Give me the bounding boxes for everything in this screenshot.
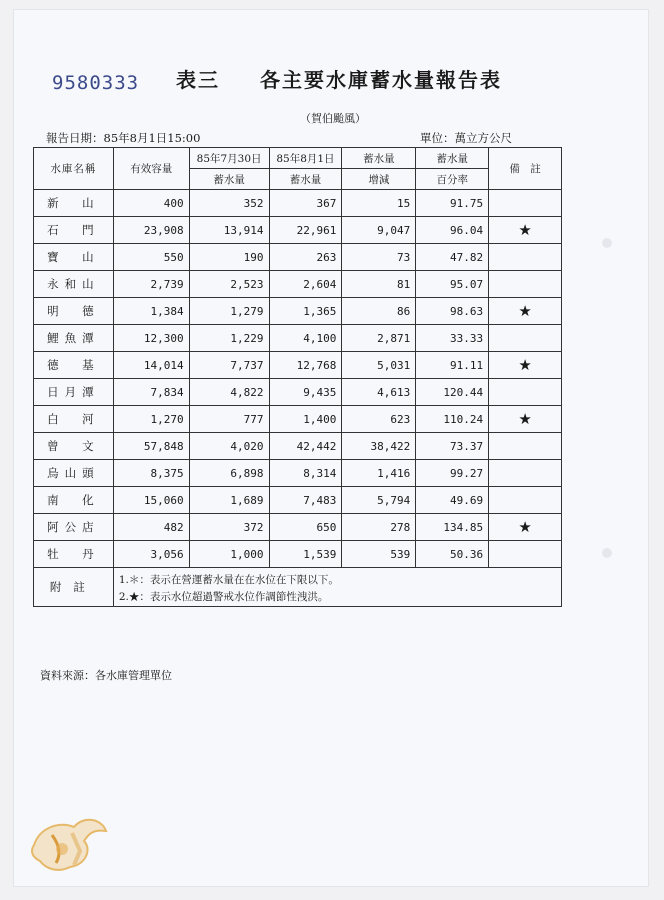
- change-cell: 73: [342, 244, 416, 271]
- percent-cell: 73.37: [416, 433, 489, 460]
- change-cell: 5,031: [342, 352, 416, 379]
- remark-cell: [489, 541, 562, 568]
- report-date: 報告日期：85年8月1日15:00: [46, 131, 201, 145]
- notes-cell: [113, 568, 561, 607]
- percent-cell: 95.07: [416, 271, 489, 298]
- change-cell: 9,047: [342, 217, 416, 244]
- reservoir-name: 日月潭: [34, 379, 114, 406]
- percent-cell: 50.36: [416, 541, 489, 568]
- aug1-storage-cell: 12,768: [269, 352, 342, 379]
- aug1-storage-cell: 2,604: [269, 271, 342, 298]
- change-cell: 4,613: [342, 379, 416, 406]
- header-date-b: 85年8月1日: [269, 148, 342, 169]
- header-percent-2: 百分率: [416, 169, 489, 190]
- jul30-storage-cell: 7,737: [189, 352, 269, 379]
- subtitle: （賀伯颱風）: [300, 112, 366, 125]
- percent-cell: 49.69: [416, 487, 489, 514]
- capacity-cell: 7,834: [113, 379, 189, 406]
- capacity-cell: 400: [113, 190, 189, 217]
- header-name: 水庫名稱: [34, 148, 114, 190]
- capacity-cell: 1,384: [113, 298, 189, 325]
- table-row: [34, 298, 562, 325]
- jul30-storage-cell: 4,020: [189, 433, 269, 460]
- remark-cell: ★: [489, 217, 562, 244]
- change-cell: 1,416: [342, 460, 416, 487]
- remark-cell: ★: [489, 352, 562, 379]
- remark-cell: ★: [489, 406, 562, 433]
- percent-cell: 120.44: [416, 379, 489, 406]
- punch-hole: [602, 548, 612, 558]
- reservoir-table: [33, 147, 562, 607]
- data-source: 資料來源：各水庫管理單位: [40, 669, 172, 682]
- table-row: [34, 541, 562, 568]
- percent-cell: 47.82: [416, 244, 489, 271]
- document-number: 9580333: [52, 72, 140, 94]
- table-row: [34, 514, 562, 541]
- page-title: [176, 64, 502, 93]
- percent-cell: 99.27: [416, 460, 489, 487]
- reservoir-name: 烏山頭: [34, 460, 114, 487]
- reservoir-name: 阿公店: [34, 514, 114, 541]
- remark-cell: [489, 244, 562, 271]
- jul30-storage-cell: 352: [189, 190, 269, 217]
- header-storage-a: 蓄水量: [189, 169, 269, 190]
- reservoir-name: 石 門: [34, 217, 114, 244]
- aug1-storage-cell: 4,100: [269, 325, 342, 352]
- reservoir-name: 牡 丹: [34, 541, 114, 568]
- aug1-storage-cell: 367: [269, 190, 342, 217]
- capacity-cell: 8,375: [113, 460, 189, 487]
- note-1: 1.＊：表示在營運蓄水量在在水位在下限以下。: [118, 574, 339, 586]
- title-prefix: 表三: [176, 68, 220, 92]
- header-change-2: 增減: [342, 169, 416, 190]
- title-text: 各主要水庫蓄水量報告表: [260, 68, 502, 92]
- reservoir-name: 新 山: [34, 190, 114, 217]
- header-date-a: 85年7月30日: [189, 148, 269, 169]
- jul30-storage-cell: 6,898: [189, 460, 269, 487]
- reservoir-name: 寶 山: [34, 244, 114, 271]
- note-2: 2.★：表示水位超過警戒水位作調節性洩洪。: [118, 591, 329, 603]
- remark-cell: ★: [489, 514, 562, 541]
- aug1-storage-cell: 9,435: [269, 379, 342, 406]
- remark-cell: [489, 325, 562, 352]
- change-cell: 5,794: [342, 487, 416, 514]
- reservoir-name: 鯉魚潭: [34, 325, 114, 352]
- table-row: [34, 433, 562, 460]
- capacity-cell: 2,739: [113, 271, 189, 298]
- header-percent-1: 蓄水量: [416, 148, 489, 169]
- table-row: [34, 487, 562, 514]
- change-cell: 2,871: [342, 325, 416, 352]
- aug1-storage-cell: 1,400: [269, 406, 342, 433]
- remark-cell: [489, 460, 562, 487]
- table-row: [34, 352, 562, 379]
- remark-cell: [489, 271, 562, 298]
- change-cell: 15: [342, 190, 416, 217]
- unit-label: 單位：萬立方公尺: [420, 131, 512, 145]
- table-row: [34, 217, 562, 244]
- capacity-cell: 12,300: [113, 325, 189, 352]
- change-cell: 278: [342, 514, 416, 541]
- reservoir-name: 德 基: [34, 352, 114, 379]
- punch-hole: [602, 238, 612, 248]
- table-row: [34, 379, 562, 406]
- capacity-cell: 14,014: [113, 352, 189, 379]
- jul30-storage-cell: 372: [189, 514, 269, 541]
- aug1-storage-cell: 1,365: [269, 298, 342, 325]
- change-cell: 86: [342, 298, 416, 325]
- table-row: [34, 325, 562, 352]
- capacity-cell: 550: [113, 244, 189, 271]
- table-row: [34, 271, 562, 298]
- percent-cell: 98.63: [416, 298, 489, 325]
- remark-cell: ★: [489, 298, 562, 325]
- capacity-cell: 23,908: [113, 217, 189, 244]
- capacity-cell: 1,270: [113, 406, 189, 433]
- header-change-1: 蓄水量: [342, 148, 416, 169]
- percent-cell: 96.04: [416, 217, 489, 244]
- aug1-storage-cell: 263: [269, 244, 342, 271]
- map-logo-icon: [22, 805, 112, 880]
- change-cell: 539: [342, 541, 416, 568]
- table-row: [34, 406, 562, 433]
- header-remark: 備 註: [489, 148, 562, 190]
- capacity-cell: 57,848: [113, 433, 189, 460]
- jul30-storage-cell: 1,279: [189, 298, 269, 325]
- jul30-storage-cell: 2,523: [189, 271, 269, 298]
- percent-cell: 134.85: [416, 514, 489, 541]
- aug1-storage-cell: 7,483: [269, 487, 342, 514]
- change-cell: 623: [342, 406, 416, 433]
- remark-cell: [489, 190, 562, 217]
- notes-label: 附註: [34, 568, 114, 607]
- aug1-storage-cell: 42,442: [269, 433, 342, 460]
- reservoir-name: 明 德: [34, 298, 114, 325]
- header-storage-b: 蓄水量: [269, 169, 342, 190]
- jul30-storage-cell: 1,229: [189, 325, 269, 352]
- jul30-storage-cell: 1,689: [189, 487, 269, 514]
- table-row: [34, 190, 562, 217]
- remark-cell: [489, 433, 562, 460]
- table-row: [34, 460, 562, 487]
- aug1-storage-cell: 22,961: [269, 217, 342, 244]
- aug1-storage-cell: 1,539: [269, 541, 342, 568]
- remark-cell: [489, 379, 562, 406]
- jul30-storage-cell: 4,822: [189, 379, 269, 406]
- percent-cell: 33.33: [416, 325, 489, 352]
- jul30-storage-cell: 13,914: [189, 217, 269, 244]
- percent-cell: 91.75: [416, 190, 489, 217]
- jul30-storage-cell: 1,000: [189, 541, 269, 568]
- remark-cell: [489, 487, 562, 514]
- reservoir-name: 南 化: [34, 487, 114, 514]
- table-row: [34, 244, 562, 271]
- capacity-cell: 3,056: [113, 541, 189, 568]
- reservoir-name: 永和山: [34, 271, 114, 298]
- aug1-storage-cell: 650: [269, 514, 342, 541]
- change-cell: 81: [342, 271, 416, 298]
- jul30-storage-cell: 777: [189, 406, 269, 433]
- aug1-storage-cell: 8,314: [269, 460, 342, 487]
- percent-cell: 91.11: [416, 352, 489, 379]
- header-capacity: 有效容量: [113, 148, 189, 190]
- capacity-cell: 15,060: [113, 487, 189, 514]
- capacity-cell: 482: [113, 514, 189, 541]
- jul30-storage-cell: 190: [189, 244, 269, 271]
- change-cell: 38,422: [342, 433, 416, 460]
- reservoir-name: 白 河: [34, 406, 114, 433]
- percent-cell: 110.24: [416, 406, 489, 433]
- reservoir-name: 曾 文: [34, 433, 114, 460]
